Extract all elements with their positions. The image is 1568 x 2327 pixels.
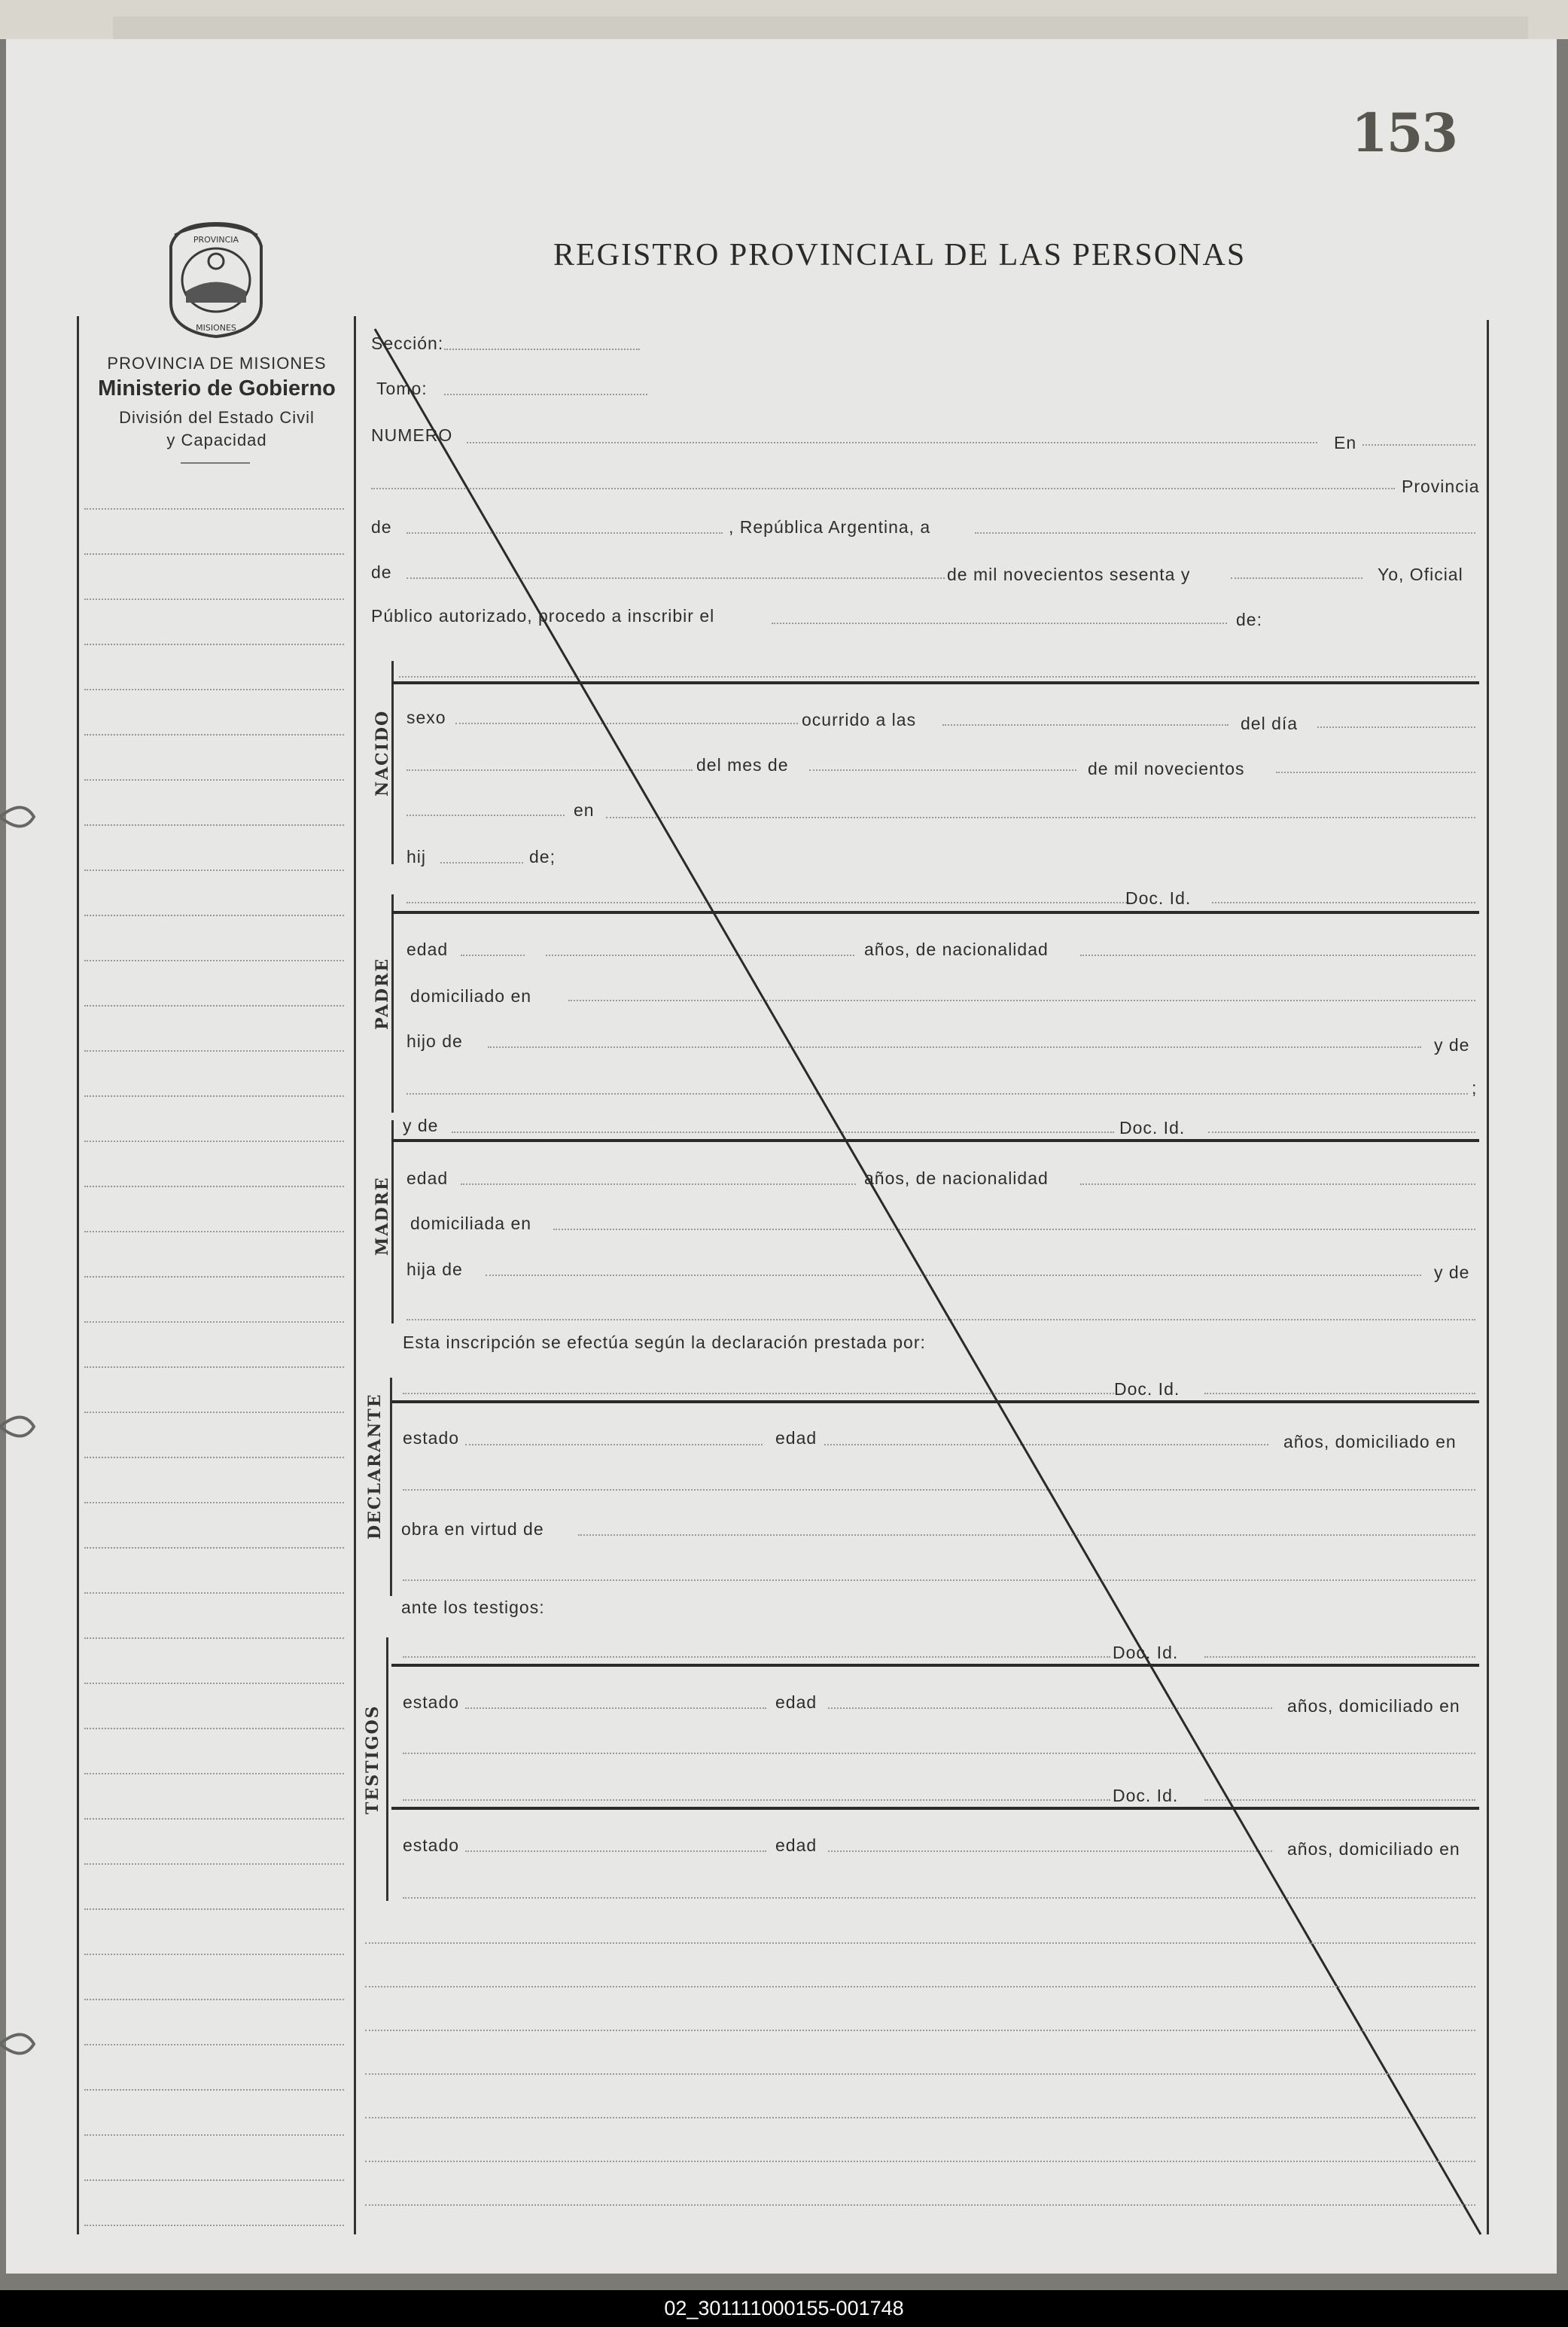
ruled-line <box>84 1321 344 1323</box>
ruled-line <box>84 2225 344 2226</box>
ruled-line <box>84 2044 344 2045</box>
ruled-line <box>84 1412 344 1413</box>
label-madre-hija-de: hija de <box>406 1259 463 1279</box>
label-declaracion: Esta inscripción se efectúa según la declaración prestada por: <box>403 1333 926 1352</box>
label-madre-y-de: y de <box>403 1116 439 1135</box>
label-padre-edad: edad <box>406 940 449 959</box>
ruled-line <box>84 1366 344 1368</box>
left-header-province: PROVINCIA DE MISIONES <box>107 354 327 373</box>
left-header-capacity: y Capacidad <box>166 431 267 449</box>
ruled-line <box>84 1276 344 1278</box>
label-de-2: de <box>371 562 392 582</box>
label-testigo2-estado: estado <box>403 1835 460 1855</box>
ruled-line <box>365 2030 1475 2031</box>
label-declarante-edad: edad <box>775 1428 817 1448</box>
label-en: En <box>1334 433 1357 452</box>
label-declarante-doc: Doc. Id. <box>1114 1379 1180 1399</box>
ruled-line <box>84 1457 344 1458</box>
ruled-line <box>84 734 344 736</box>
section-label-declarante: DECLARANTE <box>365 1393 385 1540</box>
label-padre-y-de: y de <box>1434 1035 1470 1055</box>
ruled-line <box>84 599 344 600</box>
label-de-colon: de: <box>1236 610 1262 629</box>
ruled-line <box>84 1005 344 1007</box>
ruled-line <box>84 960 344 961</box>
label-madre-nacionalidad: años, de nacionalidad <box>864 1168 1049 1188</box>
ruled-line <box>84 870 344 871</box>
label-madre-edad: edad <box>406 1168 449 1188</box>
label-obra: obra en virtud de <box>401 1519 544 1539</box>
ruled-line <box>365 1942 1475 1944</box>
label-de-1: de <box>371 517 392 537</box>
label-padre-domicilio: domiciliado en <box>410 986 532 1006</box>
label-madre-doc: Doc. Id. <box>1119 1118 1186 1138</box>
ruled-line <box>84 1095 344 1097</box>
label-publico: Público autorizado, procedo a inscribir el <box>371 606 715 626</box>
label-mil-sesenta: de mil novecientos sesenta y <box>947 565 1191 584</box>
ruled-line <box>84 644 344 645</box>
page-title: REGISTRO PROVINCIAL DE LAS PERSONAS <box>553 238 1247 273</box>
label-tomo: Tomo: <box>376 379 428 398</box>
ruled-line <box>84 1231 344 1232</box>
label-testigo1-edad: edad <box>775 1692 817 1712</box>
ruled-line <box>84 1954 344 1955</box>
ruled-line <box>84 508 344 510</box>
label-ocurrido: ocurrido a las <box>802 710 917 729</box>
image-footer-id: 02_301111000155-001748 <box>0 2290 1568 2327</box>
label-ante-testigos: ante los testigos: <box>401 1598 545 1617</box>
left-header-division: División del Estado Civil <box>119 408 315 427</box>
label-testigo1-doc: Doc. Id. <box>1113 1643 1179 1662</box>
ruled-line <box>365 2073 1475 2075</box>
ruled-line <box>84 1683 344 1684</box>
label-testigo2-domicilio: años, domiciliado en <box>1287 1839 1460 1859</box>
ruled-line <box>365 1986 1475 1987</box>
ruled-line <box>84 1592 344 1594</box>
label-madre-domicilio: domiciliada en <box>410 1214 532 1233</box>
ruled-line <box>365 2161 1475 2162</box>
label-padre-semicolon: ; <box>1472 1078 1478 1098</box>
ruled-line <box>84 1141 344 1142</box>
label-declarante-domicilio: años, domiciliado en <box>1283 1432 1457 1451</box>
label-padre-nacionalidad: años, de nacionalidad <box>864 940 1049 959</box>
label-en-lugar: en <box>574 800 595 820</box>
ruled-line <box>84 2134 344 2136</box>
label-mil-novecientos: de mil novecientos <box>1088 759 1245 778</box>
ruled-line <box>365 2117 1475 2118</box>
label-declarante-estado: estado <box>403 1428 460 1448</box>
ruled-line <box>84 553 344 555</box>
label-hij: hij <box>406 847 427 867</box>
ruled-line <box>84 1728 344 1729</box>
ruled-line <box>84 1186 344 1187</box>
ruled-line <box>84 1818 344 1820</box>
ruled-line <box>84 824 344 826</box>
ruled-line <box>84 1502 344 1503</box>
ruled-line <box>84 1999 344 2000</box>
ruled-line <box>84 1863 344 1865</box>
ruled-line <box>84 1637 344 1639</box>
page-number: 153 <box>1351 102 1457 164</box>
crest-lettering: PROVINCIA <box>193 235 239 245</box>
label-testigo2-doc: Doc. Id. <box>1113 1786 1179 1805</box>
label-provincia: Provincia <box>1402 477 1480 496</box>
ruled-line <box>365 2204 1475 2206</box>
label-testigo1-domicilio: años, domiciliado en <box>1287 1696 1460 1716</box>
label-testigo1-estado: estado <box>403 1692 460 1712</box>
ruled-line <box>84 1547 344 1549</box>
section-label-nacido: NACIDO <box>373 709 392 796</box>
label-madre-y-de-2: y de <box>1434 1262 1470 1282</box>
label-del-dia: del día <box>1241 714 1299 733</box>
section-label-testigos: TESTIGOS <box>363 1704 382 1814</box>
label-padre-doc: Doc. Id. <box>1125 888 1192 908</box>
ruled-line <box>84 2179 344 2181</box>
label-yo-oficial: Yo, Oficial <box>1378 565 1463 584</box>
label-padre-hijo-de: hijo de <box>406 1031 463 1051</box>
label-republica: , República Argentina, a <box>729 517 931 537</box>
section-label-padre: PADRE <box>373 957 392 1030</box>
section-label-madre: MADRE <box>373 1176 392 1256</box>
label-seccion: Sección: <box>371 334 444 353</box>
ruled-line <box>84 779 344 781</box>
label-testigo2-edad: edad <box>775 1835 817 1855</box>
ruled-line <box>84 1050 344 1052</box>
crest-lettering: MISIONES <box>196 323 236 333</box>
ruled-line <box>84 915 344 916</box>
left-header-ministry: Ministerio de Gobierno <box>98 376 336 401</box>
label-del-mes: del mes de <box>696 755 789 775</box>
ruled-line <box>84 689 344 690</box>
ruled-line <box>84 2089 344 2091</box>
ruled-line <box>84 1773 344 1774</box>
label-de-semicolon: de; <box>529 847 556 867</box>
ruled-line <box>84 1908 344 1910</box>
label-sexo: sexo <box>406 708 446 727</box>
label-numero: NUMERO <box>371 425 453 445</box>
